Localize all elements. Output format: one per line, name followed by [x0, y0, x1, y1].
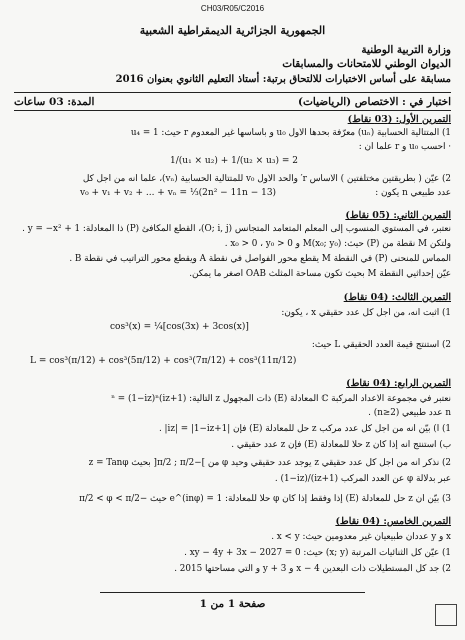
- exercise-2-line-4: عيّن إحداثيي النقطة M بحيث تكون مساحة المثلث OAB أصغر ما يمكن.: [189, 269, 451, 279]
- exercise-2-line-3: المماس للمنحنى (P) في النقطة M يقطع محور الفواصل في نقطة A ويقطع محور التراتيب في نقطة B .: [69, 254, 451, 264]
- exercise-5-line-2: 1) عيّن كل الثنائيات المرتبة (x; y) حيث: xy − 4y + 3x − 2027 = 0 .: [184, 548, 451, 558]
- exercise-3-equation-2: L = cos³(π/12) + cos³(5π/12) + cos³(7π/12) + cos³(11π/12): [30, 356, 297, 366]
- exercise-1-line-4: عدد طبيعي n يكون :: [375, 188, 451, 198]
- subject-label: اختبار في : الاختصاص (الرياضيات): [298, 96, 451, 108]
- ministry-name: وزارة التربية الوطنية: [361, 44, 451, 56]
- exercise-4-line-2: n عدد طبيعي (n≥2) .: [368, 408, 451, 418]
- exercise-4-line-6: عبر بدلالة φ عن العدد المركب (1+iz)/(1−iz) .: [274, 474, 451, 484]
- exercise-3-equation-1: cos³(x) = ¼[cos(3x) + 3cos(x)]: [110, 322, 249, 332]
- exercise-2-title: التمرين الثاني: (05 نقاط): [345, 210, 451, 221]
- document-code: CH03/R05/C2016: [200, 4, 265, 13]
- exercise-3-line-2: 2) استنتج قيمة العدد الحقيقي L حيث:: [311, 340, 451, 350]
- exercise-2-line-1: نعتبر، في المستوي المنسوب إلى المعلم المتعامد المتجانس (O; i, j)، القطع المكافئ (P) ذا المعادلة: y = −x² + 1 .: [22, 224, 451, 234]
- exercise-1-equation-1: 1/(u₁ × u₂) + 1/(u₂ × u₃) = 2: [170, 156, 298, 166]
- header-divider: [14, 92, 451, 93]
- republic-title: الجمهورية الجزائرية الديمقراطية الشعبية: [139, 24, 326, 37]
- exercise-5-line-1: x و y عددان طبيعيان غير معدومين حيث: x < y .: [271, 532, 451, 542]
- exercise-4-line-4: ب) استنتج أنه إذا كان z حلا للمعادلة (E) فإن z عدد حقيقي .: [231, 440, 451, 450]
- exercise-1-line-2: · احسب u₀ و r علما أن :: [358, 142, 451, 152]
- duration-label: المدة: 03 ساعات: [14, 96, 95, 108]
- exercise-1-line-3: 2) عيّن ( بطريقتين مختلفتين ) الأساس r′ والحد الأول v₀ للمتتالية الحسابية (vₙ)، علما أنه من أجل كل: [82, 174, 451, 184]
- page-stamp: [435, 604, 457, 626]
- page-number: صفحة 1 من 1: [199, 598, 266, 610]
- exercise-4-line-3: 1) أ) بيّن أنه من أجل كل عدد مركب z حل للمعادلة (E) فإن |1+iz| = |1−iz| .: [158, 424, 451, 434]
- exercise-4-line-1: نعتبر في مجموعة الأعداد المركبة ℂ المعادلة (E) ذات المجهول z التالية: (1+iz)ⁿ = (1−iz)ⁿ: [111, 394, 451, 404]
- exercise-4-line-7: 3) بيّن أن z حل للمعادلة (E) إذا وفقط إذا كان φ حلا للمعادلة: e^(inφ) = 1 حيث −π/2 < φ < π/2: [79, 494, 451, 504]
- office-name: الديوان الوطني للامتحانات والمسابقات: [282, 58, 451, 70]
- exercise-5-line-3: 2) جد كل المستطيلات ذات البعدين x − 4 و y + 3 و التي مساحتها 2015 .: [174, 564, 451, 574]
- exercise-5-title: التمرين الخامس: (04 نقاط): [335, 516, 451, 527]
- contest-title: مسابقة على أساس الاختبارات للالتحاق برتبة: أستاذ التعليم الثانوي بعنوان 2016: [115, 74, 451, 85]
- exercise-4-title: التمرين الرابع: (04 نقاط): [346, 378, 451, 389]
- exercise-3-line-1: 1) أثبت أنه، من أجل كل عدد حقيقي x ، يكون:: [281, 308, 451, 318]
- exercise-4-line-5: 2) نذكر أنه من أجل كل عدد حقيقي z يوجد عدد حقيقي وحيد φ من ]−π/2 ; π/2[ بحيث z = Tanφ: [88, 458, 451, 468]
- exercise-1-line-1: 1) المتتالية الحسابية (uₙ) معرّفة بحدها الأول u₀ و بأساسها غير المعدوم r حيث: u₄ = 1: [130, 128, 451, 138]
- exercise-3-title: التمرين الثالث: (04 نقاط): [343, 292, 451, 303]
- exercise-2-line-2: ولتكن M نقطة من (P) حيث: M(x₀; y₀) و x₀ > 0 ، y₀ > 0 .: [224, 239, 451, 249]
- subject-divider: [14, 110, 451, 111]
- exercise-1-title: التمرين الأول: (03 نقاط): [347, 114, 451, 125]
- exercise-1-equation-2: v₀ + v₁ + v₂ + ... + vₙ = ⅓(2n² − 11n − 13): [80, 188, 277, 198]
- footer-divider: [100, 592, 365, 593]
